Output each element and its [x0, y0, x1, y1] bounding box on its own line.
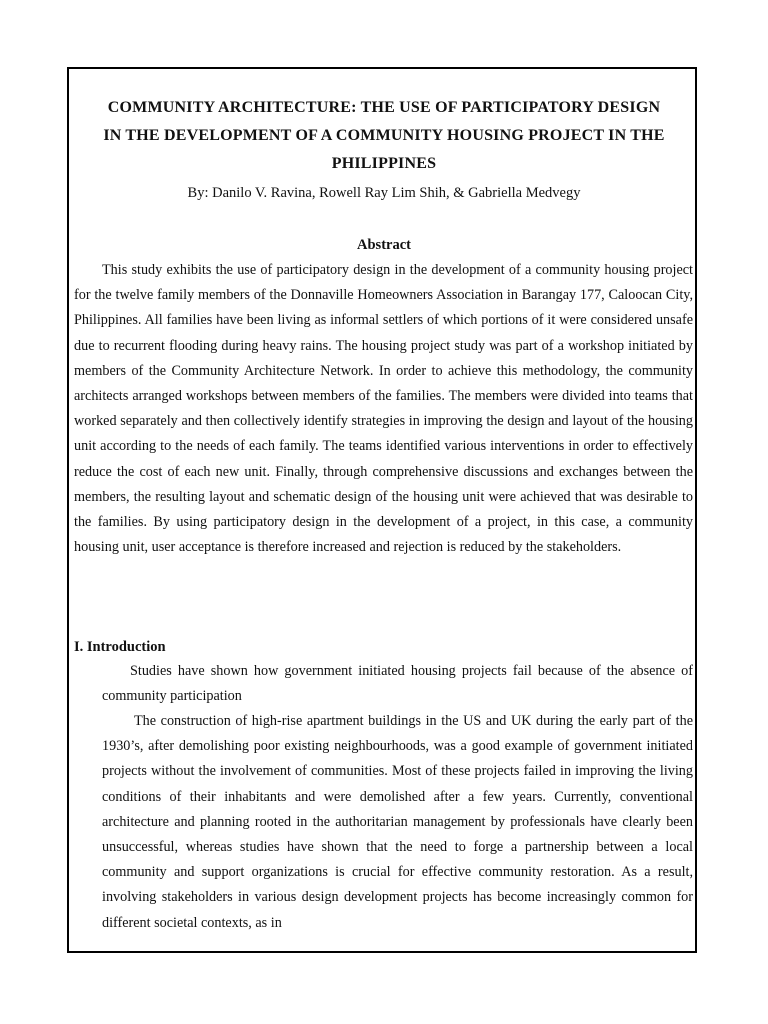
author-list: By: Danilo V. Ravina, Rowell Ray Lim Shih, & Gabriella Medvegy	[187, 185, 581, 201]
introduction-paragraph-1: Studies have shown how government initiated housing projects fail because of the absence of community participation	[102, 663, 693, 705]
introduction-heading: I. Introduction	[74, 639, 166, 655]
paper-title: COMMUNITY ARCHITECTURE: THE USE OF PARTICIPATORY DESIGN IN THE DEVELOPMENT OF A COMMUNITY HOUSING PROJECT IN THE PHILIPPINES	[103, 99, 665, 172]
abstract-paragraph: This study exhibits the use of participatory design in the development of a community housing project for the twelve family members of the Donnaville Homeowners Association in Barangay 177, Caloocan City, Philippines. All families have been living as informal settlers of which portions of it were considered unsafe due to recurrent flooding during heavy rains. The housing project study was part of a workshop initiated by members of the Community Architecture Network. In order to achieve this methodology, the community architects arranged workshops between members of the families. The members were divided into teams that worked separately and then collectively identify strategies in improving the design and layout of the housing unit according to the needs of each family. The teams identified various interventions in order to effectively reduce the cost of each new unit. Finally, through comprehensive discussions and exchanges between the members, the resulting layout and schematic design of the housing unit were achieved that was desirable to the families. By using participatory design in the development of a project, in this case, a community housing unit, user acceptance is therefore increased and rejection is reduced by the stakeholders.	[74, 262, 693, 556]
introduction-paragraph-2: The construction of high-rise apartment buildings in the US and UK during the early part of the 1930’s, after demolishing poor existing neighbourhoods, was a good example of government initiated projects without the involvement of communities. Most of these projects failed in improving the living conditions of their inhabitants and were demolished after a few years. Currently, conventional architecture and planning rooted in the authoritarian management by professionals have clearly been unsuccessful, whereas studies have shown that the need to forge a partnership between a local community and support organizations is crucial for effective community restoration. As a result, involving stakeholders in various design development projects has become increasingly common for different societal contexts, as in	[102, 713, 693, 931]
abstract-heading: Abstract	[357, 237, 411, 253]
